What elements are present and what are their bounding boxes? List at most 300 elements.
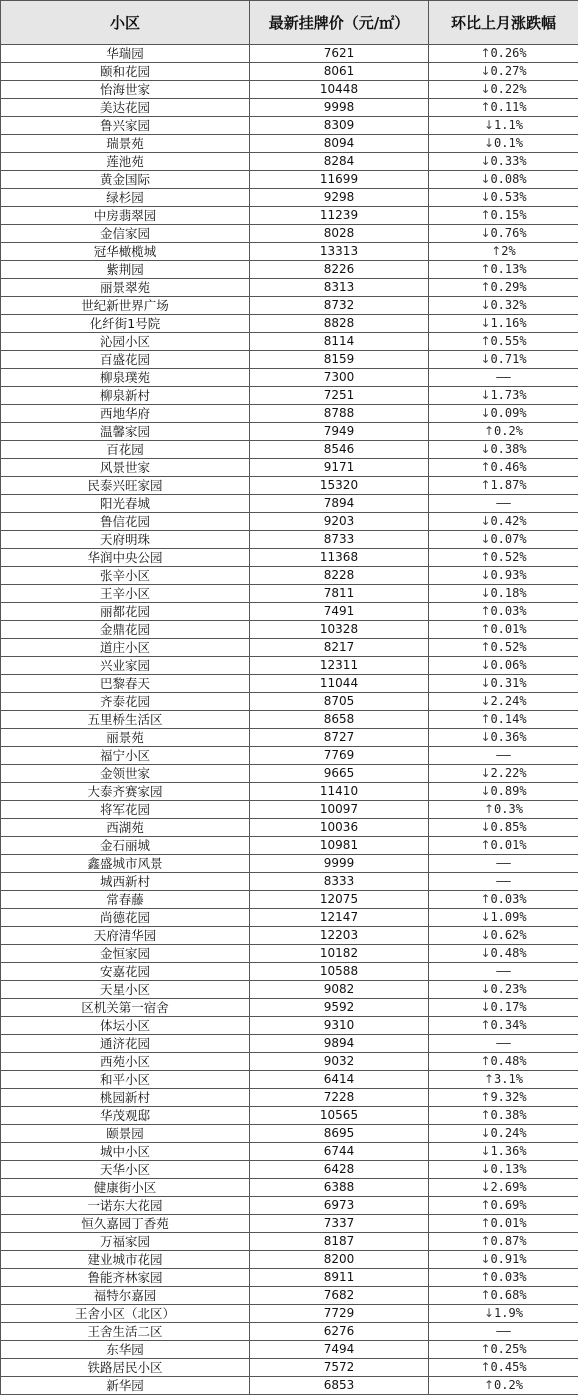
arrow-down-icon: ↓: [480, 784, 491, 798]
community-name-cell: 沁园小区: [1, 333, 250, 351]
community-name-cell: 城中小区: [1, 1143, 250, 1161]
community-name-cell: 民泰兴旺家园: [1, 477, 250, 495]
community-name-cell: 丽都花园: [1, 603, 250, 621]
change-value: 1.1%: [494, 118, 523, 132]
arrow-up-icon: ↑: [480, 1090, 491, 1104]
price-cell: 8658: [250, 711, 429, 729]
change-cell: [429, 45, 578, 63]
change-cell: [429, 1197, 578, 1215]
community-name-cell: 中房翡翠园: [1, 207, 250, 225]
price-cell: 10328: [250, 621, 429, 639]
change-cell: [429, 63, 578, 81]
table-row: [1, 45, 578, 63]
change-value: 0.08%: [490, 172, 527, 186]
arrow-up-icon: ↑: [480, 1270, 491, 1284]
change-value: 0.85%: [490, 820, 527, 834]
change-value: 0.62%: [490, 928, 527, 942]
price-cell: 7300: [250, 369, 429, 387]
change-cell: [429, 171, 578, 189]
table-row: [1, 135, 578, 153]
community-name-cell: 风景世家: [1, 459, 250, 477]
change-cell: [429, 549, 578, 567]
change-cell: [429, 1161, 578, 1179]
price-cell: 11699: [250, 171, 429, 189]
change-value: 0.23%: [490, 982, 527, 996]
change-cell: [429, 117, 578, 135]
change-value: 0.91%: [490, 1252, 527, 1266]
table-row: [1, 639, 578, 657]
arrow-down-icon: ↓: [480, 568, 491, 582]
arrow-down-icon: ↓: [484, 118, 495, 132]
price-cell: 9999: [250, 855, 429, 873]
arrow-up-icon: ↑: [484, 1072, 495, 1086]
community-name-cell: 柳泉新村: [1, 387, 250, 405]
change-value: 0.2%: [494, 424, 523, 438]
change-cell: [429, 657, 578, 675]
price-cell: 7811: [250, 585, 429, 603]
table-row: [1, 1143, 578, 1161]
arrow-up-icon: ↑: [480, 460, 491, 474]
table-row: [1, 279, 578, 297]
change-cell: [429, 1359, 578, 1377]
community-name-cell: 颐景园: [1, 1125, 250, 1143]
change-cell: [429, 837, 578, 855]
change-value: 0.76%: [490, 226, 527, 240]
arrow-up-icon: ↑: [480, 838, 491, 852]
price-cell: 8159: [250, 351, 429, 369]
community-name-cell: 天华小区: [1, 1161, 250, 1179]
community-name-cell: 瑞景苑: [1, 135, 250, 153]
change-value: 0.29%: [490, 280, 527, 294]
change-value: ——: [496, 856, 511, 870]
price-cell: 10588: [250, 963, 429, 981]
table-row: [1, 801, 578, 819]
arrow-down-icon: ↓: [480, 532, 491, 546]
header-mom-change: 环比上月涨跌幅: [429, 1, 578, 45]
community-name-cell: 天府清华园: [1, 927, 250, 945]
table-row: [1, 981, 578, 999]
change-cell: [429, 675, 578, 693]
change-cell: [429, 513, 578, 531]
table-row: [1, 387, 578, 405]
price-cell: 9032: [250, 1053, 429, 1071]
table-row: [1, 1359, 578, 1377]
arrow-up-icon: ↑: [480, 46, 491, 60]
change-value: 0.13%: [490, 1162, 527, 1176]
price-cell: 11239: [250, 207, 429, 225]
table-row: [1, 1179, 578, 1197]
change-value: 0.52%: [490, 640, 527, 654]
change-cell: [429, 369, 578, 387]
arrow-down-icon: ↓: [480, 1162, 491, 1176]
change-cell: [429, 1071, 578, 1089]
arrow-down-icon: ↓: [480, 658, 491, 672]
arrow-down-icon: ↓: [480, 82, 491, 96]
price-cell: 6388: [250, 1179, 429, 1197]
community-name-cell: 西苑小区: [1, 1053, 250, 1071]
community-name-cell: 金恒家园: [1, 945, 250, 963]
change-cell: [429, 225, 578, 243]
arrow-up-icon: ↑: [484, 424, 495, 438]
table-row: [1, 1035, 578, 1053]
change-value: 2.69%: [490, 1180, 527, 1194]
table-row: [1, 1089, 578, 1107]
change-cell: [429, 1089, 578, 1107]
table-row: [1, 1197, 578, 1215]
arrow-up-icon: ↑: [480, 208, 491, 222]
table-row: [1, 819, 578, 837]
community-name-cell: 西地华府: [1, 405, 250, 423]
price-cell: 8695: [250, 1125, 429, 1143]
arrow-down-icon: ↓: [480, 190, 491, 204]
price-cell: 7337: [250, 1215, 429, 1233]
change-value: 0.22%: [490, 82, 527, 96]
community-name-cell: 通济花园: [1, 1035, 250, 1053]
table-row: [1, 423, 578, 441]
community-name-cell: 一诺东大花园: [1, 1197, 250, 1215]
price-cell: 7251: [250, 387, 429, 405]
table-row: [1, 63, 578, 81]
community-name-cell: 天星小区: [1, 981, 250, 999]
change-value: 0.1%: [494, 136, 523, 150]
community-name-cell: 王辛小区: [1, 585, 250, 603]
community-name-cell: 体坛小区: [1, 1017, 250, 1035]
table-row: [1, 477, 578, 495]
community-name-cell: 黄金国际: [1, 171, 250, 189]
change-cell: [429, 585, 578, 603]
change-value: 3.1%: [494, 1072, 523, 1086]
price-cell: 6973: [250, 1197, 429, 1215]
change-cell: [429, 477, 578, 495]
community-name-cell: 新华园: [1, 1377, 250, 1395]
community-name-cell: 建业城市花园: [1, 1251, 250, 1269]
community-name-cell: 百花园: [1, 441, 250, 459]
price-cell: 11410: [250, 783, 429, 801]
price-cell: 9171: [250, 459, 429, 477]
arrow-down-icon: ↓: [480, 172, 491, 186]
price-cell: 8333: [250, 873, 429, 891]
table-row: [1, 729, 578, 747]
table-row: [1, 909, 578, 927]
change-value: 0.24%: [490, 1126, 527, 1140]
change-value: 0.38%: [490, 1108, 527, 1122]
community-name-cell: 福宁小区: [1, 747, 250, 765]
change-value: 0.52%: [490, 550, 527, 564]
change-value: 0.11%: [490, 100, 527, 114]
table-row: [1, 585, 578, 603]
change-cell: [429, 1287, 578, 1305]
arrow-down-icon: ↓: [480, 388, 491, 402]
arrow-up-icon: ↑: [480, 712, 491, 726]
table-row: [1, 171, 578, 189]
table-row: [1, 117, 578, 135]
change-cell: [429, 153, 578, 171]
price-cell: 10036: [250, 819, 429, 837]
arrow-up-icon: ↑: [480, 100, 491, 114]
price-cell: 12311: [250, 657, 429, 675]
price-cell: 6414: [250, 1071, 429, 1089]
change-value: 0.32%: [490, 298, 527, 312]
change-value: 0.3%: [494, 802, 523, 816]
price-cell: 8226: [250, 261, 429, 279]
change-value: 1.16%: [490, 316, 527, 330]
table-row: [1, 891, 578, 909]
price-cell: 6276: [250, 1323, 429, 1341]
change-value: 0.34%: [490, 1018, 527, 1032]
arrow-up-icon: ↑: [484, 1378, 495, 1392]
community-name-cell: 柳泉璞苑: [1, 369, 250, 387]
price-cell: 8727: [250, 729, 429, 747]
price-cell: 12203: [250, 927, 429, 945]
table-row: [1, 207, 578, 225]
change-cell: [429, 639, 578, 657]
change-value: 0.45%: [490, 1360, 527, 1374]
change-cell: [429, 999, 578, 1017]
price-cell: 7491: [250, 603, 429, 621]
change-cell: [429, 873, 578, 891]
change-cell: [429, 621, 578, 639]
price-cell: 12147: [250, 909, 429, 927]
change-value: 2%: [501, 244, 516, 258]
change-value: ——: [496, 370, 511, 384]
community-name-cell: 恒久嘉园丁香苑: [1, 1215, 250, 1233]
arrow-down-icon: ↓: [480, 982, 491, 996]
community-name-cell: 道庄小区: [1, 639, 250, 657]
arrow-up-icon: ↑: [480, 334, 491, 348]
price-cell: 8228: [250, 567, 429, 585]
table-row: [1, 621, 578, 639]
change-value: 0.03%: [490, 1270, 527, 1284]
table-row: [1, 81, 578, 99]
table-row: [1, 711, 578, 729]
community-name-cell: 金石丽城: [1, 837, 250, 855]
change-cell: [429, 315, 578, 333]
arrow-up-icon: ↑: [480, 478, 491, 492]
price-cell: 8313: [250, 279, 429, 297]
change-cell: [429, 945, 578, 963]
price-cell: 7621: [250, 45, 429, 63]
table-row: [1, 837, 578, 855]
table-row: [1, 963, 578, 981]
change-value: 0.09%: [490, 406, 527, 420]
arrow-down-icon: ↓: [480, 1126, 491, 1140]
change-cell: [429, 99, 578, 117]
arrow-down-icon: ↓: [480, 514, 491, 528]
arrow-down-icon: ↓: [480, 226, 491, 240]
table-row: [1, 531, 578, 549]
table-row: [1, 1251, 578, 1269]
arrow-down-icon: ↓: [480, 298, 491, 312]
arrow-down-icon: ↓: [484, 1306, 495, 1320]
community-name-cell: 安嘉花园: [1, 963, 250, 981]
table-row: [1, 1125, 578, 1143]
change-cell: [429, 1341, 578, 1359]
change-cell: [429, 1107, 578, 1125]
table-row: [1, 1017, 578, 1035]
arrow-up-icon: ↑: [484, 802, 495, 816]
table-row: [1, 1305, 578, 1323]
community-name-cell: 东华园: [1, 1341, 250, 1359]
change-cell: [429, 243, 578, 261]
community-name-cell: 金鼎花园: [1, 621, 250, 639]
change-value: 0.53%: [490, 190, 527, 204]
community-name-cell: 福特尔嘉园: [1, 1287, 250, 1305]
community-name-cell: 丽景翠苑: [1, 279, 250, 297]
change-value: 0.14%: [490, 712, 527, 726]
change-value: 0.68%: [490, 1288, 527, 1302]
arrow-up-icon: ↑: [491, 244, 502, 258]
change-value: 0.25%: [490, 1342, 527, 1356]
change-cell: [429, 135, 578, 153]
table-row: [1, 675, 578, 693]
community-name-cell: 五里桥生活区: [1, 711, 250, 729]
price-cell: 8200: [250, 1251, 429, 1269]
change-value: 0.69%: [490, 1198, 527, 1212]
community-name-cell: 紫荆园: [1, 261, 250, 279]
community-name-cell: 兴业家园: [1, 657, 250, 675]
change-cell: [429, 531, 578, 549]
price-cell: 8733: [250, 531, 429, 549]
change-value: ——: [496, 1036, 511, 1050]
change-value: 0.07%: [490, 532, 527, 546]
change-cell: [429, 405, 578, 423]
change-cell: [429, 909, 578, 927]
table-row: [1, 1161, 578, 1179]
price-cell: 9894: [250, 1035, 429, 1053]
arrow-down-icon: ↓: [480, 928, 491, 942]
change-value: 0.03%: [490, 892, 527, 906]
arrow-up-icon: ↑: [480, 640, 491, 654]
community-name-cell: 冠华橄榄城: [1, 243, 250, 261]
price-cell: 10182: [250, 945, 429, 963]
price-cell: 8788: [250, 405, 429, 423]
arrow-down-icon: ↓: [480, 352, 491, 366]
arrow-down-icon: ↓: [480, 1000, 491, 1014]
table-row: [1, 1377, 578, 1395]
community-name-cell: 金领世家: [1, 765, 250, 783]
arrow-down-icon: ↓: [480, 406, 491, 420]
change-cell: [429, 819, 578, 837]
change-value: ——: [496, 748, 511, 762]
change-cell: [429, 459, 578, 477]
price-cell: 8187: [250, 1233, 429, 1251]
community-name-cell: 区机关第一宿舍: [1, 999, 250, 1017]
change-value: 0.46%: [490, 460, 527, 474]
table-row: [1, 459, 578, 477]
change-value: 0.33%: [490, 154, 527, 168]
change-cell: [429, 441, 578, 459]
table-row: [1, 1215, 578, 1233]
community-name-cell: 鑫盛城市风景: [1, 855, 250, 873]
change-cell: [429, 891, 578, 909]
price-cell: 6853: [250, 1377, 429, 1395]
arrow-down-icon: ↓: [480, 910, 491, 924]
change-value: 0.06%: [490, 658, 527, 672]
change-cell: [429, 1125, 578, 1143]
table-row: [1, 261, 578, 279]
price-cell: 11368: [250, 549, 429, 567]
change-cell: [429, 387, 578, 405]
table-row: [1, 297, 578, 315]
change-cell: [429, 1269, 578, 1287]
change-value: 1.9%: [494, 1306, 523, 1320]
community-name-cell: 尚德花园: [1, 909, 250, 927]
change-cell: [429, 81, 578, 99]
change-cell: [429, 729, 578, 747]
arrow-down-icon: ↓: [480, 730, 491, 744]
arrow-up-icon: ↑: [480, 1360, 491, 1374]
table-row: [1, 747, 578, 765]
change-cell: [429, 1053, 578, 1071]
table-row: [1, 693, 578, 711]
community-name-cell: 金信家园: [1, 225, 250, 243]
table-row: [1, 1233, 578, 1251]
change-cell: [429, 1377, 578, 1395]
price-cell: 8284: [250, 153, 429, 171]
price-cell: 8094: [250, 135, 429, 153]
price-cell: 8028: [250, 225, 429, 243]
change-value: 1.87%: [490, 478, 527, 492]
table-row: [1, 927, 578, 945]
change-cell: [429, 1017, 578, 1035]
change-cell: [429, 423, 578, 441]
change-value: 0.93%: [490, 568, 527, 582]
price-cell: 8217: [250, 639, 429, 657]
change-cell: [429, 1323, 578, 1341]
community-name-cell: 齐泰花园: [1, 693, 250, 711]
change-value: 0.17%: [490, 1000, 527, 1014]
table-row: [1, 333, 578, 351]
change-value: 0.01%: [490, 838, 527, 852]
community-name-cell: 城西新村: [1, 873, 250, 891]
price-cell: 6428: [250, 1161, 429, 1179]
arrow-up-icon: ↑: [480, 280, 491, 294]
change-cell: [429, 351, 578, 369]
change-cell: [429, 261, 578, 279]
table-row: [1, 1341, 578, 1359]
change-cell: [429, 981, 578, 999]
change-value: 0.89%: [490, 784, 527, 798]
community-name-cell: 张辛小区: [1, 567, 250, 585]
price-cell: 9665: [250, 765, 429, 783]
price-cell: 8732: [250, 297, 429, 315]
arrow-down-icon: ↓: [480, 820, 491, 834]
table-row: [1, 351, 578, 369]
price-cell: 15320: [250, 477, 429, 495]
change-cell: [429, 711, 578, 729]
arrow-up-icon: ↑: [480, 1198, 491, 1212]
table-row: [1, 567, 578, 585]
arrow-down-icon: ↓: [480, 64, 491, 78]
change-value: 9.32%: [490, 1090, 527, 1104]
change-value: 1.73%: [490, 388, 527, 402]
change-value: 0.13%: [490, 262, 527, 276]
arrow-down-icon: ↓: [480, 1252, 491, 1266]
table-row: [1, 603, 578, 621]
table-row: [1, 369, 578, 387]
change-cell: [429, 927, 578, 945]
change-cell: [429, 333, 578, 351]
community-name-cell: 绿杉园: [1, 189, 250, 207]
arrow-up-icon: ↑: [480, 604, 491, 618]
arrow-down-icon: ↓: [480, 154, 491, 168]
change-value: 1.09%: [490, 910, 527, 924]
change-value: 0.48%: [490, 946, 527, 960]
table-row: [1, 657, 578, 675]
header-latest-price: 最新挂牌价（元/㎡）: [250, 1, 429, 45]
change-cell: [429, 963, 578, 981]
table-row: [1, 999, 578, 1017]
